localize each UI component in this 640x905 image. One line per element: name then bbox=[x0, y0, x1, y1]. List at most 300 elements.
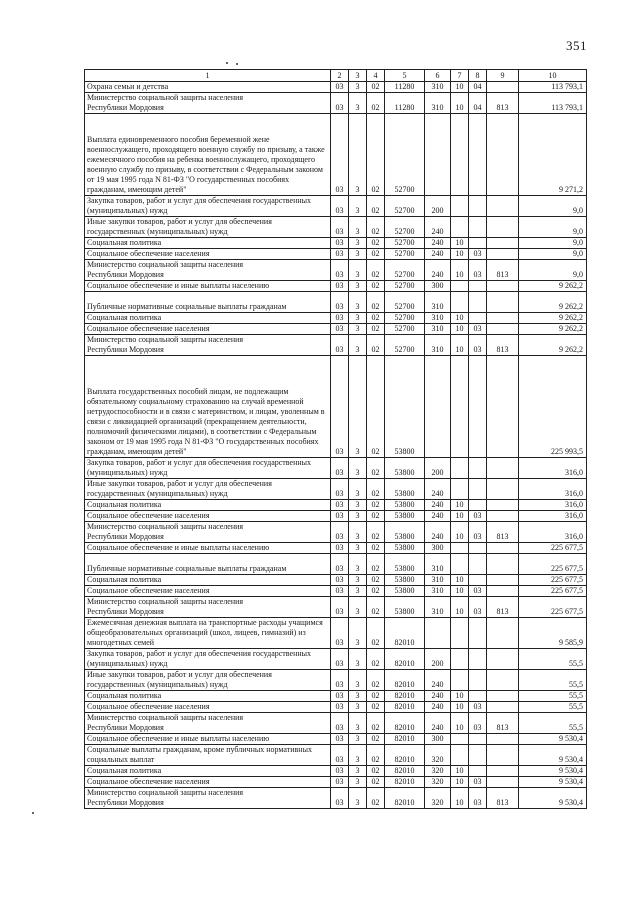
row-code-3: 3 bbox=[349, 670, 367, 691]
row-code-2: 03 bbox=[331, 777, 349, 788]
row-code-5: 82010 bbox=[385, 713, 425, 734]
row-code-9 bbox=[487, 356, 519, 458]
row-amount: 316,0 bbox=[519, 479, 587, 500]
row-code-5: 53800 bbox=[385, 500, 425, 511]
row-code-2: 03 bbox=[331, 766, 349, 777]
table-row bbox=[85, 691, 587, 702]
row-code-6: 320 bbox=[425, 745, 451, 766]
row-description: Министерство социальной защиты населения Республики Мордовия bbox=[85, 260, 331, 281]
row-code-6: 240 bbox=[425, 260, 451, 281]
row-code-4: 02 bbox=[367, 196, 385, 217]
row-code-4: 02 bbox=[367, 554, 385, 575]
row-code-7: 10 bbox=[451, 238, 469, 249]
row-code-4: 02 bbox=[367, 249, 385, 260]
row-code-4: 02 bbox=[367, 618, 385, 649]
row-code-3: 3 bbox=[349, 575, 367, 586]
row-code-2: 03 bbox=[331, 196, 349, 217]
row-code-3: 3 bbox=[349, 217, 367, 238]
row-code-6: 310 bbox=[425, 324, 451, 335]
row-code-9 bbox=[487, 313, 519, 324]
row-description: Социальное обеспечение населения bbox=[85, 249, 331, 260]
row-amount: 225 677,5 bbox=[519, 597, 587, 618]
row-code-9 bbox=[487, 702, 519, 713]
row-code-2: 03 bbox=[331, 260, 349, 281]
row-code-8 bbox=[469, 479, 487, 500]
row-code-3: 3 bbox=[349, 618, 367, 649]
row-code-2: 03 bbox=[331, 356, 349, 458]
row-code-7: 10 bbox=[451, 93, 469, 114]
row-code-3: 3 bbox=[349, 745, 367, 766]
row-description: Министерство социальной защиты населения Республики Мордовия bbox=[85, 335, 331, 356]
row-code-9 bbox=[487, 554, 519, 575]
row-description: Министерство социальной защиты населения Республики Мордовия bbox=[85, 597, 331, 618]
row-code-4: 02 bbox=[367, 292, 385, 313]
row-amount: 113 793,1 bbox=[519, 82, 587, 93]
row-code-2: 03 bbox=[331, 702, 349, 713]
row-code-4: 02 bbox=[367, 500, 385, 511]
budget-table bbox=[84, 69, 587, 809]
row-code-2: 03 bbox=[331, 554, 349, 575]
row-code-9: 813 bbox=[487, 335, 519, 356]
table-row bbox=[85, 324, 587, 335]
row-code-8: 03 bbox=[469, 586, 487, 597]
row-code-2: 03 bbox=[331, 335, 349, 356]
row-code-3: 3 bbox=[349, 554, 367, 575]
row-code-9 bbox=[487, 196, 519, 217]
row-code-3: 3 bbox=[349, 766, 367, 777]
row-code-3: 3 bbox=[349, 649, 367, 670]
table-row bbox=[85, 249, 587, 260]
table-row bbox=[85, 479, 587, 500]
row-code-7 bbox=[451, 734, 469, 745]
column-header: 10 bbox=[519, 70, 587, 82]
row-code-9 bbox=[487, 691, 519, 702]
row-code-9 bbox=[487, 511, 519, 522]
row-description: Закупка товаров, работ и услуг для обеспечения государственных (муниципальных) нужд bbox=[85, 458, 331, 479]
row-code-9 bbox=[487, 238, 519, 249]
row-code-3: 3 bbox=[349, 313, 367, 324]
row-code-8: 03 bbox=[469, 511, 487, 522]
table-row bbox=[85, 260, 587, 281]
row-code-2: 03 bbox=[331, 93, 349, 114]
row-code-8 bbox=[469, 766, 487, 777]
row-code-5: 53800 bbox=[385, 458, 425, 479]
row-code-7 bbox=[451, 618, 469, 649]
row-code-4: 02 bbox=[367, 313, 385, 324]
row-amount: 9 530,4 bbox=[519, 745, 587, 766]
column-header: 3 bbox=[349, 70, 367, 82]
row-code-4: 02 bbox=[367, 260, 385, 281]
row-code-9 bbox=[487, 500, 519, 511]
row-code-4: 02 bbox=[367, 522, 385, 543]
table-row bbox=[85, 788, 587, 809]
row-code-2: 03 bbox=[331, 238, 349, 249]
row-code-4: 02 bbox=[367, 713, 385, 734]
row-code-5: 52700 bbox=[385, 238, 425, 249]
row-code-2: 03 bbox=[331, 114, 349, 196]
row-code-2: 03 bbox=[331, 82, 349, 93]
row-code-2: 03 bbox=[331, 597, 349, 618]
row-code-4: 02 bbox=[367, 670, 385, 691]
table-row bbox=[85, 93, 587, 114]
row-code-2: 03 bbox=[331, 522, 349, 543]
row-code-7 bbox=[451, 649, 469, 670]
row-code-6: 240 bbox=[425, 479, 451, 500]
row-code-7: 10 bbox=[451, 500, 469, 511]
row-code-7 bbox=[451, 217, 469, 238]
scan-speck bbox=[226, 62, 228, 64]
row-amount: 55,5 bbox=[519, 670, 587, 691]
row-description: Выплата единовременного пособия беременной жене военнослужащего, проходящего военную службу по призыву, а также ежемесячного пособия на ребенка военнослужащего, проходящего военную службу по призыву, в соответствии с Федеральным законом от 19 мая 1995 года N 81-ФЗ "О государственных пособиях гражданам, имеющим детей" bbox=[85, 114, 331, 196]
row-code-8: 03 bbox=[469, 788, 487, 809]
row-description: Социальная политика bbox=[85, 691, 331, 702]
column-header: 7 bbox=[451, 70, 469, 82]
row-amount: 9,0 bbox=[519, 217, 587, 238]
row-code-2: 03 bbox=[331, 691, 349, 702]
row-code-8 bbox=[469, 356, 487, 458]
row-code-3: 3 bbox=[349, 324, 367, 335]
row-code-8 bbox=[469, 618, 487, 649]
row-code-3: 3 bbox=[349, 522, 367, 543]
table-row bbox=[85, 766, 587, 777]
row-code-3: 3 bbox=[349, 114, 367, 196]
row-description: Закупка товаров, работ и услуг для обеспечения государственных (муниципальных) нужд bbox=[85, 649, 331, 670]
row-amount: 9 262,2 bbox=[519, 324, 587, 335]
row-code-8 bbox=[469, 745, 487, 766]
row-code-4: 02 bbox=[367, 281, 385, 292]
table-row bbox=[85, 586, 587, 597]
row-amount: 55,5 bbox=[519, 649, 587, 670]
row-code-7 bbox=[451, 292, 469, 313]
row-code-5: 82010 bbox=[385, 670, 425, 691]
row-code-9 bbox=[487, 649, 519, 670]
row-code-7: 10 bbox=[451, 249, 469, 260]
row-code-6: 320 bbox=[425, 766, 451, 777]
row-code-4: 02 bbox=[367, 597, 385, 618]
row-code-2: 03 bbox=[331, 586, 349, 597]
row-code-9: 813 bbox=[487, 788, 519, 809]
table-row bbox=[85, 554, 587, 575]
row-code-7 bbox=[451, 458, 469, 479]
row-amount: 225 993,5 bbox=[519, 356, 587, 458]
row-code-6: 310 bbox=[425, 586, 451, 597]
row-code-5: 53800 bbox=[385, 543, 425, 554]
row-code-7: 10 bbox=[451, 788, 469, 809]
row-description: Публичные нормативные социальные выплаты гражданам bbox=[85, 292, 331, 313]
row-description: Социальное обеспечение и иные выплаты населению bbox=[85, 543, 331, 554]
row-code-6: 310 bbox=[425, 554, 451, 575]
row-code-9 bbox=[487, 618, 519, 649]
row-code-4: 02 bbox=[367, 766, 385, 777]
row-code-9 bbox=[487, 586, 519, 597]
row-code-6 bbox=[425, 356, 451, 458]
row-code-2: 03 bbox=[331, 249, 349, 260]
row-code-2: 03 bbox=[331, 281, 349, 292]
table-row bbox=[85, 745, 587, 766]
row-code-4: 02 bbox=[367, 543, 385, 554]
row-code-5: 52700 bbox=[385, 292, 425, 313]
row-code-5: 53800 bbox=[385, 479, 425, 500]
row-code-3: 3 bbox=[349, 702, 367, 713]
row-code-7 bbox=[451, 196, 469, 217]
row-amount: 9 262,2 bbox=[519, 281, 587, 292]
table-row bbox=[85, 777, 587, 788]
row-description: Министерство социальной защиты населения Республики Мордовия bbox=[85, 713, 331, 734]
row-code-4: 02 bbox=[367, 217, 385, 238]
row-code-8 bbox=[469, 292, 487, 313]
row-code-8 bbox=[469, 649, 487, 670]
row-code-6: 240 bbox=[425, 238, 451, 249]
table-row bbox=[85, 458, 587, 479]
table-row bbox=[85, 702, 587, 713]
column-header: 6 bbox=[425, 70, 451, 82]
row-code-6: 310 bbox=[425, 292, 451, 313]
table-row bbox=[85, 522, 587, 543]
row-description: Социальная политика bbox=[85, 238, 331, 249]
row-code-3: 3 bbox=[349, 356, 367, 458]
row-description: Социальное обеспечение и иные выплаты населению bbox=[85, 281, 331, 292]
row-code-9 bbox=[487, 324, 519, 335]
row-code-3: 3 bbox=[349, 586, 367, 597]
row-code-3: 3 bbox=[349, 281, 367, 292]
row-amount: 55,5 bbox=[519, 713, 587, 734]
row-code-8 bbox=[469, 543, 487, 554]
row-code-6: 240 bbox=[425, 691, 451, 702]
table-row bbox=[85, 618, 587, 649]
row-code-7: 10 bbox=[451, 713, 469, 734]
row-code-8: 03 bbox=[469, 777, 487, 788]
row-code-4: 02 bbox=[367, 649, 385, 670]
row-code-2: 03 bbox=[331, 670, 349, 691]
table-row bbox=[85, 713, 587, 734]
row-code-6: 300 bbox=[425, 543, 451, 554]
row-amount: 9 262,2 bbox=[519, 292, 587, 313]
row-code-9 bbox=[487, 734, 519, 745]
row-code-9: 813 bbox=[487, 522, 519, 543]
row-code-2: 03 bbox=[331, 618, 349, 649]
row-description: Социальные выплаты гражданам, кроме публичных нормативных социальных выплат bbox=[85, 745, 331, 766]
row-code-7 bbox=[451, 554, 469, 575]
row-code-3: 3 bbox=[349, 458, 367, 479]
row-code-5: 52700 bbox=[385, 114, 425, 196]
row-amount: 9,0 bbox=[519, 196, 587, 217]
row-amount: 316,0 bbox=[519, 511, 587, 522]
table-row bbox=[85, 670, 587, 691]
row-code-2: 03 bbox=[331, 324, 349, 335]
table-row bbox=[85, 238, 587, 249]
table-row bbox=[85, 649, 587, 670]
scan-speck bbox=[32, 812, 34, 814]
column-header: 9 bbox=[487, 70, 519, 82]
row-code-4: 02 bbox=[367, 691, 385, 702]
row-code-7: 10 bbox=[451, 702, 469, 713]
row-code-5: 52700 bbox=[385, 335, 425, 356]
table-header-row bbox=[85, 70, 587, 82]
row-code-5: 11280 bbox=[385, 82, 425, 93]
row-code-8: 04 bbox=[469, 82, 487, 93]
row-code-3: 3 bbox=[349, 260, 367, 281]
row-code-5: 82010 bbox=[385, 788, 425, 809]
row-amount: 9 585,9 bbox=[519, 618, 587, 649]
row-code-5: 52700 bbox=[385, 249, 425, 260]
row-code-7: 10 bbox=[451, 511, 469, 522]
row-code-4: 02 bbox=[367, 93, 385, 114]
row-code-6 bbox=[425, 114, 451, 196]
row-code-4: 02 bbox=[367, 479, 385, 500]
row-code-6: 240 bbox=[425, 522, 451, 543]
table-row bbox=[85, 217, 587, 238]
row-code-3: 3 bbox=[349, 713, 367, 734]
row-code-9 bbox=[487, 575, 519, 586]
row-code-2: 03 bbox=[331, 575, 349, 586]
row-code-5: 53800 bbox=[385, 511, 425, 522]
row-code-8 bbox=[469, 281, 487, 292]
row-code-5: 82010 bbox=[385, 618, 425, 649]
row-code-9: 813 bbox=[487, 93, 519, 114]
row-code-5: 82010 bbox=[385, 649, 425, 670]
row-code-5: 53800 bbox=[385, 575, 425, 586]
row-code-2: 03 bbox=[331, 479, 349, 500]
row-code-7: 10 bbox=[451, 597, 469, 618]
row-code-7: 10 bbox=[451, 260, 469, 281]
table-row bbox=[85, 734, 587, 745]
row-code-3: 3 bbox=[349, 238, 367, 249]
row-code-9 bbox=[487, 281, 519, 292]
row-code-2: 03 bbox=[331, 511, 349, 522]
row-code-9: 813 bbox=[487, 260, 519, 281]
row-amount: 9 262,2 bbox=[519, 313, 587, 324]
row-code-6: 240 bbox=[425, 670, 451, 691]
row-code-2: 03 bbox=[331, 500, 349, 511]
row-code-9 bbox=[487, 479, 519, 500]
row-code-4: 02 bbox=[367, 511, 385, 522]
row-description: Охрана семьи и детства bbox=[85, 82, 331, 93]
table-row bbox=[85, 511, 587, 522]
row-code-6: 200 bbox=[425, 458, 451, 479]
row-code-3: 3 bbox=[349, 777, 367, 788]
row-code-9 bbox=[487, 766, 519, 777]
table-row bbox=[85, 114, 587, 196]
row-code-2: 03 bbox=[331, 292, 349, 313]
column-header: 5 bbox=[385, 70, 425, 82]
row-description: Публичные нормативные социальные выплаты гражданам bbox=[85, 554, 331, 575]
row-code-9 bbox=[487, 670, 519, 691]
row-amount: 225 677,5 bbox=[519, 586, 587, 597]
row-description: Социальное обеспечение населения bbox=[85, 702, 331, 713]
column-header: 8 bbox=[469, 70, 487, 82]
row-code-7 bbox=[451, 543, 469, 554]
table-row bbox=[85, 356, 587, 458]
row-description: Министерство социальной защиты населения Республики Мордовия bbox=[85, 522, 331, 543]
row-description: Социальное обеспечение населения bbox=[85, 324, 331, 335]
row-code-4: 02 bbox=[367, 702, 385, 713]
column-header: 1 bbox=[85, 70, 331, 82]
row-code-9 bbox=[487, 217, 519, 238]
row-description: Иные закупки товаров, работ и услуг для обеспечения государственных (муниципальных) нужд bbox=[85, 217, 331, 238]
row-code-6: 240 bbox=[425, 702, 451, 713]
row-code-8: 03 bbox=[469, 713, 487, 734]
row-code-8 bbox=[469, 691, 487, 702]
row-amount: 9 530,4 bbox=[519, 766, 587, 777]
row-code-4: 02 bbox=[367, 356, 385, 458]
row-description: Закупка товаров, работ и услуг для обеспечения государственных (муниципальных) нужд bbox=[85, 196, 331, 217]
row-code-3: 3 bbox=[349, 500, 367, 511]
row-code-8: 04 bbox=[469, 93, 487, 114]
table-row bbox=[85, 82, 587, 93]
row-code-7: 10 bbox=[451, 777, 469, 788]
row-code-6: 320 bbox=[425, 777, 451, 788]
row-amount: 316,0 bbox=[519, 522, 587, 543]
column-header: 4 bbox=[367, 70, 385, 82]
row-code-5: 11280 bbox=[385, 93, 425, 114]
row-code-5: 82010 bbox=[385, 691, 425, 702]
row-code-8 bbox=[469, 734, 487, 745]
row-amount: 9 262,2 bbox=[519, 335, 587, 356]
row-code-8 bbox=[469, 313, 487, 324]
row-code-5: 82010 bbox=[385, 702, 425, 713]
row-code-5: 82010 bbox=[385, 734, 425, 745]
row-code-9 bbox=[487, 82, 519, 93]
row-code-8 bbox=[469, 217, 487, 238]
row-code-5: 82010 bbox=[385, 766, 425, 777]
table-row bbox=[85, 313, 587, 324]
row-code-6: 240 bbox=[425, 500, 451, 511]
row-description: Министерство социальной защиты населения Республики Мордовия bbox=[85, 788, 331, 809]
table-row bbox=[85, 575, 587, 586]
row-code-4: 02 bbox=[367, 745, 385, 766]
row-code-6: 240 bbox=[425, 713, 451, 734]
row-code-3: 3 bbox=[349, 597, 367, 618]
row-code-2: 03 bbox=[331, 745, 349, 766]
row-code-4: 02 bbox=[367, 458, 385, 479]
row-code-6: 300 bbox=[425, 734, 451, 745]
row-code-7 bbox=[451, 281, 469, 292]
row-description: Иные закупки товаров, работ и услуг для обеспечения государственных (муниципальных) нужд bbox=[85, 479, 331, 500]
row-code-2: 03 bbox=[331, 458, 349, 479]
row-description: Социальная политика bbox=[85, 766, 331, 777]
row-code-4: 02 bbox=[367, 586, 385, 597]
row-code-3: 3 bbox=[349, 335, 367, 356]
row-code-5: 53800 bbox=[385, 554, 425, 575]
row-code-9 bbox=[487, 249, 519, 260]
row-code-5: 52700 bbox=[385, 196, 425, 217]
row-amount: 9 530,4 bbox=[519, 788, 587, 809]
row-description: Социальная политика bbox=[85, 575, 331, 586]
row-code-3: 3 bbox=[349, 82, 367, 93]
row-description: Социальное обеспечение населения bbox=[85, 511, 331, 522]
row-code-9: 813 bbox=[487, 597, 519, 618]
row-code-5: 53800 bbox=[385, 586, 425, 597]
row-code-7: 10 bbox=[451, 691, 469, 702]
row-code-5: 53800 bbox=[385, 597, 425, 618]
row-amount: 9 530,4 bbox=[519, 734, 587, 745]
row-code-6: 310 bbox=[425, 82, 451, 93]
row-description: Министерство социальной защиты населения Республики Мордовия bbox=[85, 93, 331, 114]
row-code-8: 03 bbox=[469, 249, 487, 260]
row-code-2: 03 bbox=[331, 313, 349, 324]
row-code-3: 3 bbox=[349, 543, 367, 554]
row-code-8 bbox=[469, 114, 487, 196]
row-code-3: 3 bbox=[349, 734, 367, 745]
row-amount: 225 677,5 bbox=[519, 575, 587, 586]
row-code-8: 03 bbox=[469, 335, 487, 356]
row-code-7 bbox=[451, 114, 469, 196]
row-code-3: 3 bbox=[349, 691, 367, 702]
row-code-3: 3 bbox=[349, 479, 367, 500]
row-code-6: 310 bbox=[425, 597, 451, 618]
row-code-9: 813 bbox=[487, 713, 519, 734]
row-code-2: 03 bbox=[331, 217, 349, 238]
